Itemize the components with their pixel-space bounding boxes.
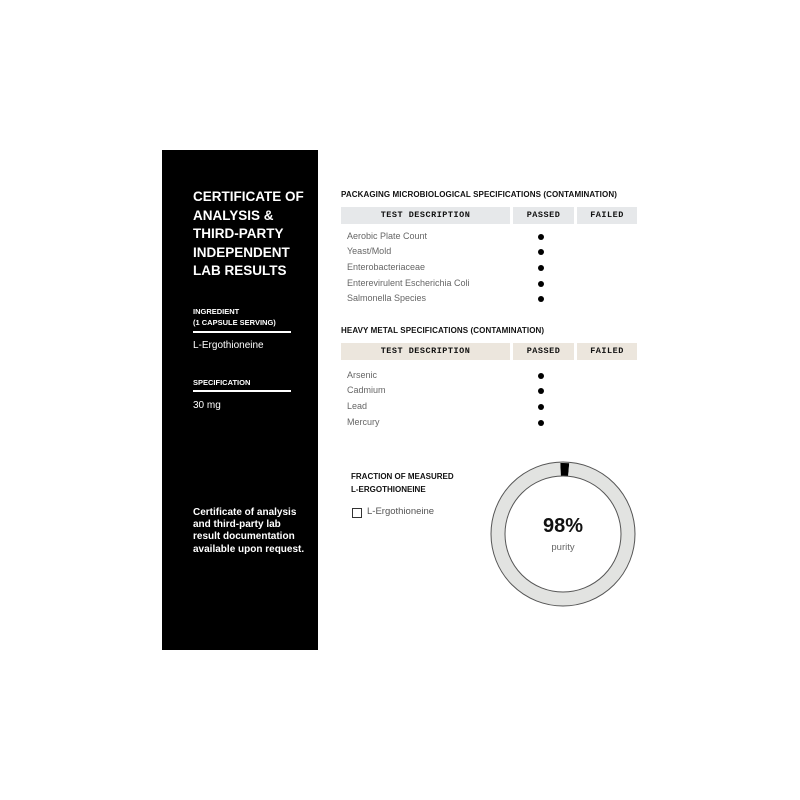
fraction-title <box>351 470 491 496</box>
test-description-cell: Salmonella Species <box>347 293 427 303</box>
table-row <box>347 260 567 275</box>
purity-percent: 98% <box>542 515 584 537</box>
test-description-cell: Yeast/Mold <box>347 246 392 256</box>
column-header-failed: FAILED <box>577 207 637 224</box>
passed-dot-icon <box>538 373 544 379</box>
test-description-cell: Arsenic <box>347 370 378 380</box>
test-description-cell: Cadmium <box>347 385 386 395</box>
column-header-passed: PASSED <box>513 343 574 360</box>
table-row <box>347 229 567 244</box>
specification-value: 30 mg <box>193 400 221 411</box>
table-row <box>347 415 567 430</box>
certificate-title: CERTIFICATE OF ANALYSIS & THIRD-PARTY INDEPENDENT LAB RESULTS <box>193 189 304 278</box>
column-header-test-description: TEST DESCRIPTION <box>341 207 510 224</box>
heavy-metal-section-title: HEAVY METAL SPECIFICATIONS (CONTAMINATION) <box>341 326 545 335</box>
ingredient-label-line2: (1 CAPSULE SERVING) <box>193 318 276 327</box>
donut-slice-remainder <box>560 463 569 476</box>
passed-dot-icon <box>538 388 544 394</box>
fraction-title-line1: FRACTION OF MEASURED <box>351 472 454 481</box>
passed-dot-icon <box>538 420 544 426</box>
purity-label: purity <box>551 542 575 553</box>
legend-label: L-Ergothioneine <box>367 506 435 517</box>
passed-dot-icon <box>538 249 544 255</box>
ingredient-label-line1: INGREDIENT <box>193 307 240 316</box>
ingredient-value: L-Ergothioneine <box>193 340 264 351</box>
table-row <box>347 244 567 259</box>
table-row <box>347 276 567 291</box>
table-row <box>347 399 567 414</box>
passed-dot-icon <box>538 404 544 410</box>
table-row <box>347 291 567 306</box>
test-description-cell: Enterobacteriaceae <box>347 262 426 272</box>
passed-dot-icon <box>538 296 544 302</box>
column-header-passed: PASSED <box>513 207 574 224</box>
table-row <box>347 368 567 383</box>
test-description-cell: Lead <box>347 401 368 411</box>
microbiological-section-title: PACKAGING MICROBIOLOGICAL SPECIFICATIONS (CONTAMINATION) <box>341 190 617 199</box>
column-header-failed: FAILED <box>577 343 637 360</box>
legend-swatch-icon <box>352 508 362 518</box>
specification-divider <box>193 390 291 392</box>
specification-label: SPECIFICATION <box>193 378 251 387</box>
documentation-note: Certificate of analysis and third-party lab result documentation available upon request. <box>193 507 305 555</box>
passed-dot-icon <box>538 265 544 271</box>
test-description-cell: Enterevirulent Escherichia Coli <box>347 278 470 288</box>
fraction-title-line2: L-ERGOTHIONEINE <box>351 485 426 494</box>
column-header-test-description: TEST DESCRIPTION <box>341 343 510 360</box>
test-description-cell: Aerobic Plate Count <box>347 231 428 241</box>
table-row <box>347 383 567 398</box>
ingredient-label <box>193 306 303 328</box>
passed-dot-icon <box>538 234 544 240</box>
ingredient-divider <box>193 331 291 333</box>
sidebar-panel <box>162 150 318 650</box>
test-description-cell: Mercury <box>347 417 380 427</box>
passed-dot-icon <box>538 281 544 287</box>
